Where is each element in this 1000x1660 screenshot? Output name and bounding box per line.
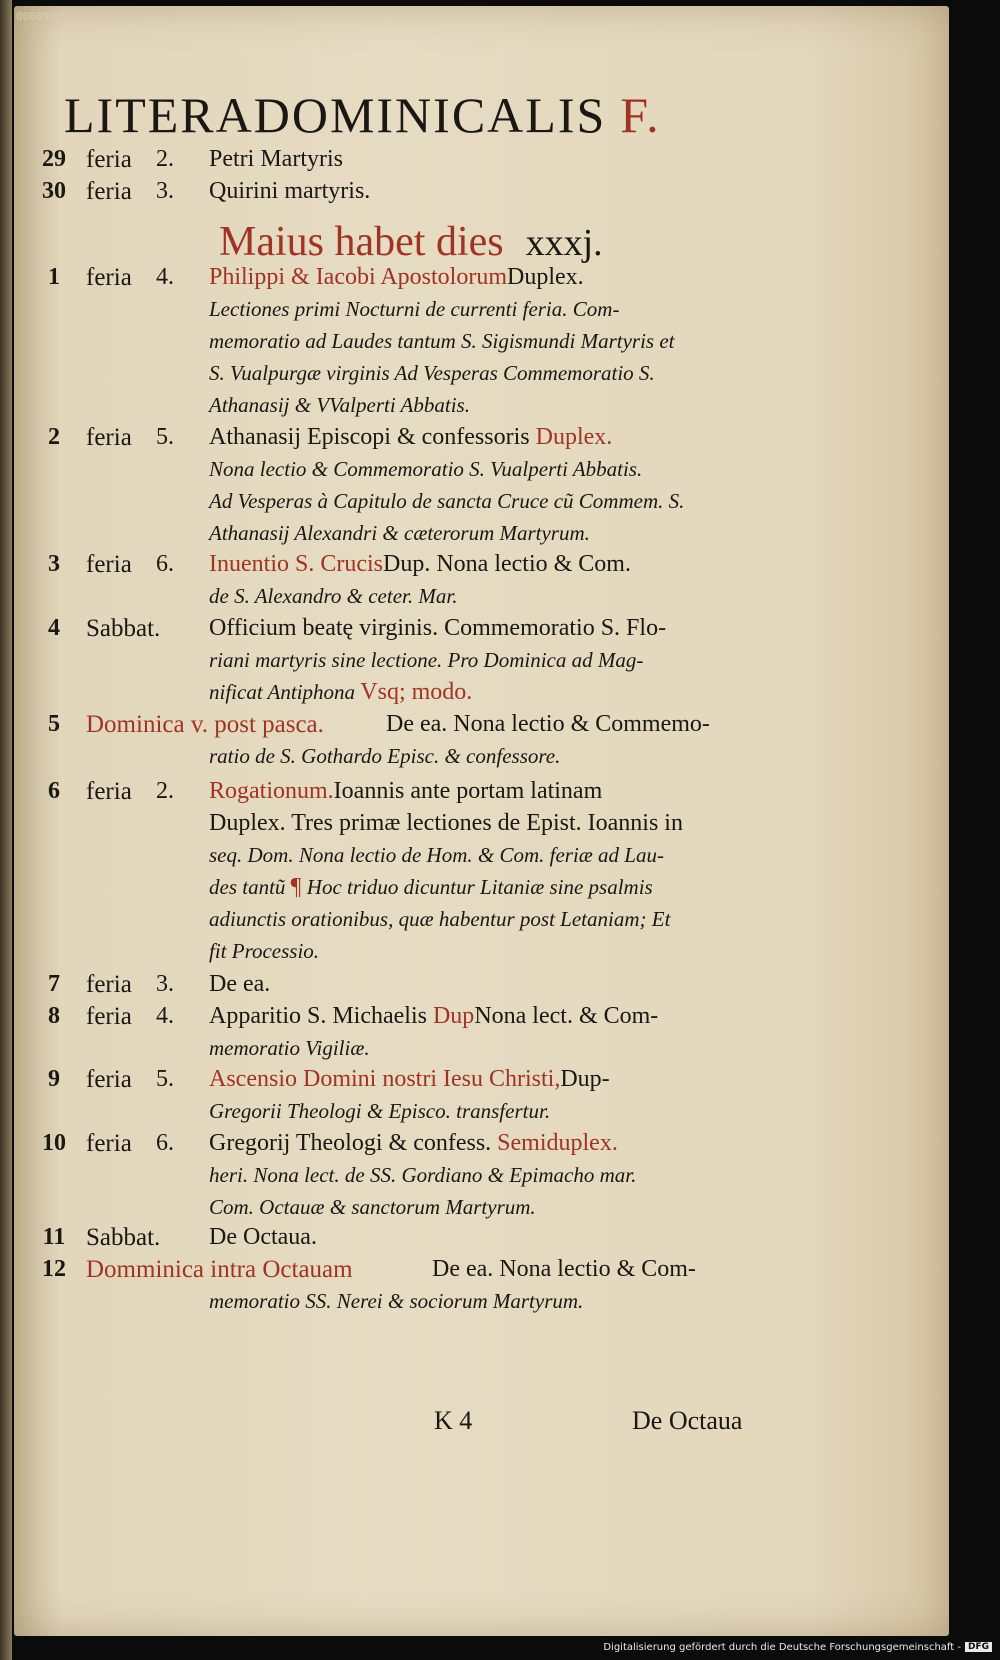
entry-text (209, 874, 653, 901)
entry-text (209, 971, 270, 998)
body-text: Lectiones primi Nocturni de currenti feria. Com- (209, 297, 620, 321)
entry-text (209, 520, 590, 547)
body-text: Athanasij Episcopi & confessoris (209, 424, 536, 450)
calendar-entry (14, 1003, 949, 1067)
body-text: Ioannis ante portam latinam (333, 778, 603, 804)
weekday-label: feria (86, 1003, 132, 1030)
day-number: 29 (42, 146, 66, 172)
body-text: adiunctis orationibus, quæ habentur post Letaniam; Et (209, 907, 671, 931)
calendar-entry (14, 1256, 949, 1320)
calendar-entry (14, 1224, 949, 1256)
rubric-text: Ascensio Domini nostri Iesu Christi, (209, 1066, 561, 1092)
entry-line (14, 743, 949, 775)
body-text: de S. Alexandro & ceter. Mar. (209, 584, 458, 608)
calendar-entry (14, 551, 949, 615)
entry-line (14, 488, 949, 520)
entry-line (14, 810, 949, 842)
entry-line (14, 1066, 949, 1098)
body-text: Duplex. Tres primæ lectiones de Epist. Ioannis in (209, 810, 683, 836)
entry-text (209, 424, 612, 451)
entry-text (209, 551, 631, 578)
entry-line (14, 711, 949, 743)
rubric-text: Inuentio S. Crucis (209, 551, 383, 577)
entry-line (14, 938, 949, 970)
entry-line (14, 424, 949, 456)
rubric-text: Dup (432, 1003, 475, 1029)
entry-text (209, 583, 457, 610)
body-text: nificat Antiphona (209, 680, 361, 704)
calendar-entry (14, 424, 949, 552)
scan-id: 00089729 (16, 10, 69, 23)
entry-text (209, 328, 675, 355)
entry-text (209, 1035, 370, 1062)
day-number: 2 (48, 424, 60, 450)
entry-text (209, 146, 343, 173)
body-text: S. Vualpurgæ virginis Ad Vesperas Commemoratio S. (209, 361, 655, 385)
entry-text (209, 743, 560, 770)
body-text: Nona lect. & Com- (474, 1003, 659, 1029)
entry-text (209, 456, 642, 483)
body-text: Petri Martyris (209, 146, 343, 172)
body-text: Gregorij Theologi & confess. (209, 1130, 498, 1156)
entry-line (14, 679, 949, 711)
entry-text (209, 1098, 550, 1125)
entry-line (14, 778, 949, 810)
entry-line (14, 906, 949, 938)
calendar-entry (14, 146, 949, 178)
entry-text (432, 1256, 696, 1283)
body-text: ratio de S. Gothardo Episc. & confessore. (209, 744, 561, 768)
day-number: 10 (42, 1130, 66, 1156)
body-text: Officium beatę virginis. Commemoratio S. Flo- (209, 615, 667, 641)
entry-line (14, 1194, 949, 1226)
entry-text (209, 360, 655, 387)
day-number: 12 (42, 1256, 66, 1282)
signature-mark: K 4 (434, 1406, 473, 1435)
feria-number: 6. (156, 1130, 174, 1156)
calendar-entry (14, 1130, 949, 1226)
body-text: Nona lectio & Commemoratio S. Vualperti Abbatis. (209, 457, 643, 481)
entry-line (14, 392, 949, 424)
entry-line (14, 1003, 949, 1035)
rubric-text: Duplex. (535, 424, 613, 450)
entry-text (209, 1130, 618, 1157)
weekday-label: feria (86, 424, 132, 451)
entry-line (14, 264, 949, 296)
entry-line (14, 647, 949, 679)
entry-line (14, 1098, 949, 1130)
body-text: Gregorii Theologi & Episco. transfertur. (209, 1099, 551, 1123)
body-text: memoratio Vigiliæ. (209, 1036, 370, 1060)
entry-text (209, 1224, 317, 1251)
body-text: Duplex. (507, 264, 584, 290)
entry-text (209, 778, 602, 805)
entry-text (209, 1194, 536, 1221)
day-number: 4 (48, 615, 60, 641)
running-head-text: LITERADOMINICALIS (64, 87, 607, 143)
day-number: 5 (48, 711, 60, 737)
day-number: 9 (48, 1066, 60, 1092)
month-day-count: xxxj. (525, 222, 603, 264)
body-text: De Octaua. (209, 1224, 317, 1250)
day-number: 3 (48, 551, 60, 577)
entry-text (209, 810, 683, 837)
body-text: Dup. Nona lectio & Com. (383, 551, 631, 577)
weekday-label: feria (86, 178, 132, 205)
body-text: De ea. (209, 971, 271, 997)
calendar-entry (14, 971, 949, 1003)
entry-line (14, 1162, 949, 1194)
entry-text (209, 1066, 610, 1093)
day-number: 30 (42, 178, 66, 204)
rubric-text: Rogationum. (209, 778, 334, 804)
feria-number: 2. (156, 146, 174, 172)
dominical-letter: F. (620, 87, 661, 143)
book-page (14, 6, 949, 1636)
weekday-label: feria (86, 264, 132, 291)
calendar-entry (14, 711, 949, 775)
entry-text (209, 615, 666, 642)
running-head (64, 86, 661, 144)
entry-line (14, 520, 949, 552)
day-number: 1 (48, 264, 60, 290)
body-text: memoratio ad Laudes tantum S. Sigismundi Martyris et (209, 329, 675, 353)
entry-line (14, 842, 949, 874)
feria-number: 4. (156, 264, 174, 290)
entry-line (14, 1256, 949, 1288)
entry-line (14, 146, 949, 178)
day-number: 7 (48, 971, 60, 997)
rubric-text: Semiduplex. (497, 1130, 618, 1156)
body-text: De ea. Nona lectio & Commemo- (386, 711, 710, 737)
calendar-entry (14, 778, 949, 970)
weekday-label: feria (86, 971, 132, 998)
day-number: 6 (48, 778, 60, 804)
body-text: Athanasij Alexandri & cæterorum Martyrum. (209, 521, 590, 545)
body-text: heri. Nona lect. de SS. Gordiano & Epimacho mar. (209, 1163, 637, 1187)
dfg-credit-bar (603, 1640, 992, 1654)
entry-text (209, 842, 664, 869)
day-number: 8 (48, 1003, 60, 1029)
weekday-label: Sabbat. (86, 1224, 161, 1251)
entry-line (14, 971, 949, 1003)
calendar-entry (14, 178, 949, 210)
dominica-label: Domminica intra Octauam (86, 1256, 353, 1283)
entry-line (14, 328, 949, 360)
entry-line (14, 296, 949, 328)
entry-text (209, 938, 319, 965)
calendar-entry (14, 1066, 949, 1130)
entry-text (209, 647, 643, 674)
entry-text (209, 906, 670, 933)
body-text: riani martyris sine lectione. Pro Dominica ad Mag- (209, 648, 644, 672)
entry-text (209, 178, 370, 205)
weekday-label: feria (86, 1130, 132, 1157)
weekday-label: feria (86, 778, 132, 805)
entry-text (209, 264, 584, 291)
weekday-label: feria (86, 146, 132, 173)
entry-line (14, 456, 949, 488)
body-text: De ea. Nona lectio & Com- (432, 1256, 696, 1282)
month-title (219, 218, 603, 266)
book-spine (0, 0, 12, 1660)
entry-text (209, 296, 619, 323)
entry-text (209, 1162, 636, 1189)
entry-line (14, 178, 949, 210)
calendar-entry (14, 264, 949, 424)
catchword: De Octaua (632, 1406, 743, 1435)
body-text: Hoc triduo dicuntur Litaniæ sine psalmis (301, 875, 653, 899)
entry-line (14, 874, 949, 906)
rubric-text: Vsq; modo. (360, 679, 473, 705)
body-text: Com. Octauæ & sanctorum Martyrum. (209, 1195, 536, 1219)
rubric-text: Philippi & Iacobi Apostolorum (209, 264, 507, 290)
entry-text (209, 1288, 583, 1315)
entry-text (209, 1003, 658, 1030)
body-text: Athanasij & VValperti Abbatis. (209, 393, 470, 417)
dominica-label: Dominica v. post pasca. (86, 711, 324, 738)
dfg-logo: DFG (965, 1642, 992, 1652)
weekday-label: feria (86, 551, 132, 578)
day-number: 11 (42, 1224, 66, 1250)
feria-number: 4. (156, 1003, 174, 1029)
body-text: seq. Dom. Nona lectio de Hom. & Com. feriæ ad Lau- (209, 843, 664, 867)
body-text: des tantũ (209, 875, 291, 899)
entry-line (14, 1288, 949, 1320)
body-text: fit Processio. (209, 939, 320, 963)
weekday-label: feria (86, 1066, 132, 1093)
entry-text (209, 488, 684, 515)
body-text: Ad Vesperas à Capitulo de sancta Cruce cũ Commem. S. (209, 489, 685, 513)
calendar-entry (14, 615, 949, 711)
entry-text (386, 711, 710, 738)
feria-number: 5. (156, 424, 174, 450)
entry-line (14, 615, 949, 647)
entry-line (14, 1224, 949, 1256)
feria-number: 3. (156, 178, 174, 204)
feria-number: 6. (156, 551, 174, 577)
entry-line (14, 583, 949, 615)
entry-text (209, 392, 470, 419)
feria-number: 5. (156, 1066, 174, 1092)
body-text: Quirini martyris. (209, 178, 371, 204)
body-text: memoratio SS. Nerei & sociorum Martyrum. (209, 1289, 584, 1313)
feria-number: 2. (156, 778, 174, 804)
body-text: Apparitio S. Michaelis (209, 1003, 433, 1029)
entry-text (209, 679, 472, 706)
entry-line (14, 360, 949, 392)
dfg-credit-text: Digitalisierung gefördert durch die Deutsche Forschungsgemeinschaft - (603, 1641, 961, 1653)
feria-number: 3. (156, 971, 174, 997)
entry-line (14, 1130, 949, 1162)
weekday-label: Sabbat. (86, 615, 161, 642)
month-heading: Maius habet dies (219, 219, 504, 265)
rubric-text: ¶ (290, 874, 302, 900)
entry-line (14, 1035, 949, 1067)
body-text: Dup- (560, 1066, 610, 1092)
entry-line (14, 551, 949, 583)
